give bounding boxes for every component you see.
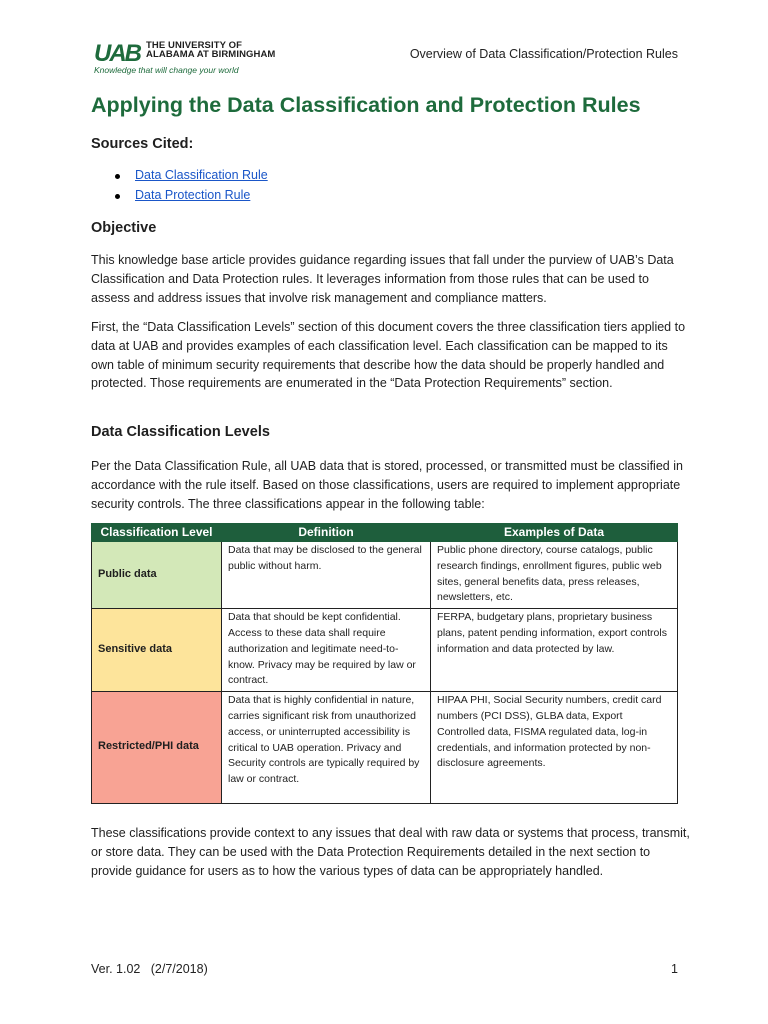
definition-cell: Data that may be disclosed to the general public without harm.	[222, 542, 431, 609]
level-cell-sensitive: Sensitive data	[92, 609, 222, 692]
definition-cell: Data that should be kept confidential. Access to these data shall require authorization and legitimate need-to-know. Privacy may be required by law or contract.	[222, 609, 431, 692]
table-row	[92, 542, 678, 609]
logo-mark-text: UAB	[94, 40, 140, 64]
column-header-definition: Definition	[222, 524, 431, 542]
data-classification-rule-link[interactable]: Data Classification Rule	[135, 168, 268, 182]
page-title: Applying the Data Classification and Protection Rules	[91, 93, 641, 117]
logo-tagline: Knowledge that will change your world	[94, 65, 239, 75]
objective-paragraph-1: This knowledge base article provides guidance regarding issues that fall under the purview of UAB’s Data Classification and Data Protection rules. It leverages information from those rules that can be used to assess and address issues that involve risk management and compliance matters.	[91, 253, 674, 305]
bullet-icon	[115, 174, 120, 179]
classification-table	[91, 523, 678, 804]
logo-university-line: THE UNIVERSITY OF	[146, 40, 243, 51]
footer-version: Ver. 1.02 (2/7/2018)	[91, 962, 208, 976]
objective-heading: Objective	[91, 220, 157, 236]
column-header-examples: Examples of Data	[431, 524, 678, 542]
classification-levels-heading: Data Classification Levels	[91, 424, 270, 440]
footer-page-number: 1	[671, 962, 678, 976]
closing-paragraph: These classifications provide context to any issues that deal with raw data or systems that process, transmit, or store data. They can be used with the Data Protection Requirements detailed in the next section to provide guidance for users as to how the various types of data can be appropriately handled.	[91, 826, 690, 878]
table-row	[92, 609, 678, 692]
bullet-icon	[115, 194, 120, 199]
examples-cell: Public phone directory, course catalogs, public research findings, enrollment figures, public web sites, general benefits data, press releases, newsletters, etc.	[431, 542, 678, 609]
examples-cell: HIPAA PHI, Social Security numbers, credit card numbers (PCI DSS), GLBA data, Export Controlled data, FISMA regulated data, log-in credentials, and information protected by non-disclosure agreements.	[431, 692, 678, 804]
sources-heading: Sources Cited:	[91, 136, 194, 152]
table-row	[92, 692, 678, 804]
logo-campus-line: ALABAMA AT BIRMINGHAM	[146, 49, 276, 60]
data-protection-rule-link[interactable]: Data Protection Rule	[135, 188, 251, 202]
definition-cell: Data that is highly confidential in nature, carries significant risk from unauthorized access, or uninterrupted accessibility is critical to UAB operation. Privacy and Security controls are typically required by law or contract.	[222, 692, 431, 804]
running-header-title: Overview of Data Classification/Protection Rules	[409, 47, 678, 61]
classification-intro-paragraph: Per the Data Classification Rule, all UAB data that is stored, processed, or transmitted must be classified in accordance with the rule itself. Based on those classifications, users are required to implement appropriate security controls. The three classifications appear in the following table:	[91, 459, 683, 511]
uab-logo	[94, 38, 284, 78]
column-header-level: Classification Level	[92, 524, 222, 542]
examples-cell: FERPA, budgetary plans, proprietary business plans, patent pending information, export controls information and data protected by law.	[431, 609, 678, 692]
objective-paragraph-2: First, the “Data Classification Levels” section of this document covers the three classification tiers applied to data at UAB and provides examples of each classification level. Each classification can be mapped to its own table of minimum security requirements that describe how the data should be properly handled and protected. Those requirements are enumerated in the “Data Protection Requirements” section.	[91, 320, 686, 391]
uab-logo-mark	[94, 40, 146, 64]
table-header-row	[92, 524, 678, 542]
level-cell-public: Public data	[92, 542, 222, 609]
level-cell-restricted: Restricted/PHI data	[92, 692, 222, 804]
